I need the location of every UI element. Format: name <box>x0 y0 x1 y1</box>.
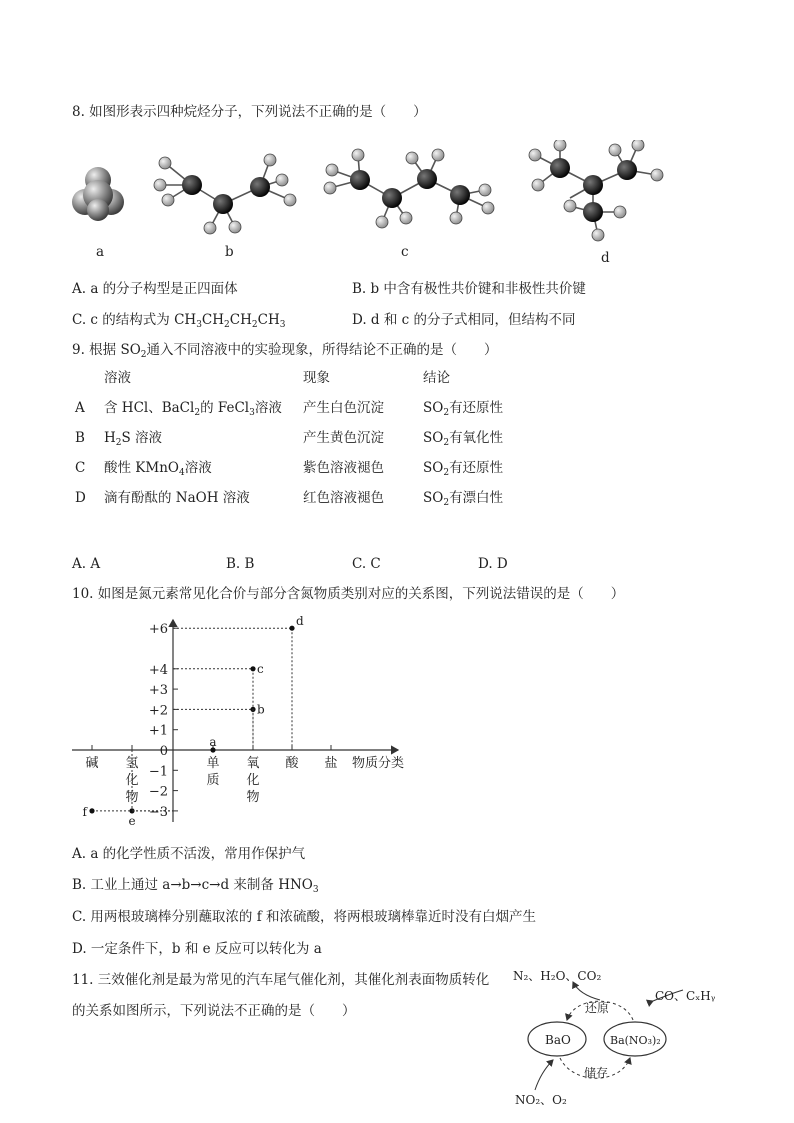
q9-stem: 9. 根据 $SO_2$通入不同溶液中的实验现象，所得结论不正确的是（ ） <box>72 342 498 360</box>
molecule-d <box>529 140 663 241</box>
q10-option-c: C. 用两根玻璃棒分别蘸取浓的 f 和浓硫酸，将两根玻璃棒靠近时没有白烟产生 <box>72 909 537 925</box>
point-label-e: e <box>128 813 136 828</box>
q8-molecule-figure <box>60 140 680 270</box>
q9-row-solution: 酸性 KMnO$_4$溶液 <box>104 460 212 478</box>
y-tick-label: +3 <box>148 683 168 699</box>
q10-option-a: A. a 的化学性质不活泼，常用作保护气 <box>72 846 306 862</box>
store-label: 储存 <box>584 1066 609 1080</box>
y-tick-label: −3 <box>148 804 168 820</box>
x-tick-label: 盐 <box>324 756 338 771</box>
x-tick-label: 化 <box>125 773 139 788</box>
y-tick-label: −1 <box>148 764 168 780</box>
q8-option-b: B. b 中含有极性共价键和非极性共价键 <box>352 281 586 297</box>
q9-row-conclusion: $SO_2$有还原性 <box>423 460 504 478</box>
q9-header-phenomenon: 现象 <box>303 370 330 386</box>
q9-row-solution: 滴有酚酞的 NaOH 溶液 <box>104 490 250 506</box>
y-tick-label: +4 <box>148 662 168 678</box>
q8-option-a: A. a 的分子构型是正四面体 <box>72 281 238 297</box>
q8-label-a: a <box>96 244 105 260</box>
point-label-b: b <box>257 702 265 717</box>
y-tick-label: −2 <box>148 784 168 800</box>
q9-row-letter: C <box>75 460 86 476</box>
q8-option-c: C. c 的结构式为 $CH_3CH_2CH_2CH_3$ <box>72 312 286 330</box>
x-tick-label: 酸 <box>285 756 299 771</box>
point-label-a: a <box>209 735 217 749</box>
q9-row-conclusion: $SO_2$有氧化性 <box>423 430 504 448</box>
q10-stem: 10. 如图是氮元素常见化合价与部分含氮物质类别对应的关系图，下列说法错误的是（ ） <box>72 586 625 602</box>
point-c <box>250 666 255 671</box>
q8-label-c: c <box>401 244 409 260</box>
q9-row-phenomenon: 产生黄色沉淀 <box>303 430 384 446</box>
q9-row-phenomenon: 紫色溶液褪色 <box>303 460 384 476</box>
reductants-label: CO、CₓHᵧ <box>655 989 716 1003</box>
y-tick-label: 0 <box>159 744 168 759</box>
ba-nitrate-node: Ba(NO₃)₂ <box>610 1034 661 1047</box>
q8-label-b: b <box>225 244 234 260</box>
q11-stem-line1: 11. 三效催化剂是最为常见的汽车尾气催化剂，其催化剂表面物质转化 <box>72 972 490 988</box>
q9-option-a: A. A <box>72 556 101 572</box>
q9-row-letter: B <box>75 430 85 446</box>
q9-row-conclusion: $SO_2$有漂白性 <box>423 490 504 508</box>
bao-node: BaO <box>545 1033 571 1047</box>
q9-option-c: C. C <box>352 556 381 572</box>
x-tick-label: 单 <box>206 756 220 771</box>
point-d <box>289 626 294 631</box>
q8-stem: 8. 如图形表示四种烷烃分子，下列说法不正确的是（ ） <box>72 104 427 120</box>
q9-option-d: D. D <box>478 556 508 572</box>
q9-row-solution: $H_2S$ 溶液 <box>104 430 163 448</box>
q8-label-d: d <box>601 250 610 266</box>
x-tick-label: 化 <box>246 773 260 788</box>
point-f <box>89 808 94 813</box>
catalyst-cycle-diagram <box>505 960 745 1110</box>
x-tick-label: 氢 <box>125 756 139 771</box>
q10-option-b: B. 工业上通过 a→b→c→d 来制备 $HNO_3$ <box>72 877 319 895</box>
x-tick-label: 碱 <box>85 756 99 771</box>
q9-row-solution: 含 HCl、BaCl$_2$的 FeCl$_3$溶液 <box>104 400 282 418</box>
q9-row-phenomenon: 产生白色沉淀 <box>303 400 384 416</box>
q8-option-d: D. d 和 c 的分子式相同，但结构不同 <box>352 312 576 328</box>
q9-header-conclusion: 结论 <box>423 370 450 386</box>
point-label-f: f <box>82 804 87 819</box>
q11-stem-line2: 的关系如图所示，下列说法不正确的是（ ） <box>72 1003 356 1019</box>
y-tick-label: +6 <box>148 622 168 638</box>
q9-row-conclusion: $SO_2$有还原性 <box>423 400 504 418</box>
molecule-b <box>154 154 296 234</box>
point-label-c: c <box>257 661 264 676</box>
molecule-c <box>324 149 494 228</box>
q9-header-solution: 溶液 <box>104 370 131 386</box>
reduce-label: 还原 <box>585 1001 610 1015</box>
x-tick-label: 氧 <box>246 756 260 771</box>
products-label: N₂、H₂O、CO₂ <box>513 969 602 983</box>
x-tick-label: 物 <box>125 790 139 805</box>
no2-o2-label: NO₂、O₂ <box>515 1093 567 1107</box>
x-tick-label: 质 <box>206 773 220 788</box>
point-label-d: d <box>296 614 304 629</box>
q9-row-letter: A <box>75 400 85 416</box>
q10-option-d: D. 一定条件下，b 和 e 反应可以转化为 a <box>72 941 322 957</box>
x-axis-label: 物质分类 <box>352 756 405 771</box>
x-tick-label: 物 <box>246 790 260 805</box>
q9-option-b: B. B <box>226 556 255 572</box>
y-tick-label: +2 <box>148 703 168 719</box>
valence-chart <box>60 610 420 835</box>
q9-row-phenomenon: 红色溶液褪色 <box>303 490 384 506</box>
y-tick-label: +1 <box>148 723 168 739</box>
molecule-a <box>72 167 124 221</box>
q9-row-letter: D <box>75 490 86 506</box>
